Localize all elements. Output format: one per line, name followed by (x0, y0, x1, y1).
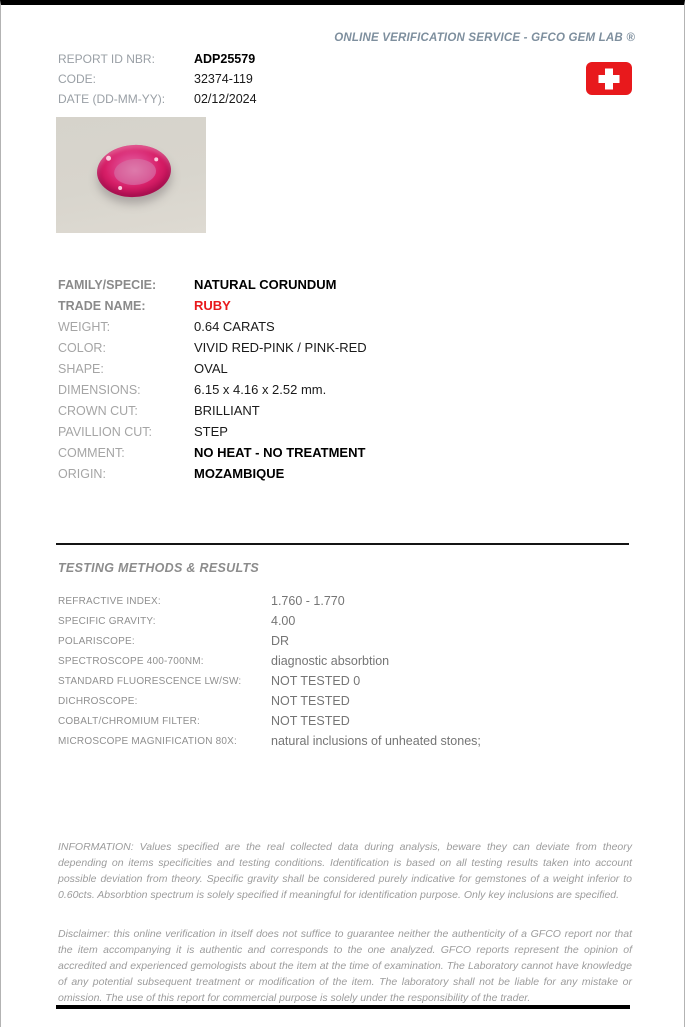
service-title: ONLINE VERIFICATION SERVICE - GFCO GEM LAB ® (334, 32, 635, 44)
table-row (58, 671, 633, 691)
origin-value: MOZAMBIQUE (194, 466, 285, 481)
bottom-rule (56, 1005, 630, 1009)
table-row (58, 337, 633, 358)
family-specie-label: FAMILY/SPECIE: (58, 277, 157, 292)
color-label: COLOR: (58, 340, 106, 355)
spectroscope-value: diagnostic absorbtion (271, 654, 390, 668)
family-specie-value: NATURAL CORUNDUM (194, 277, 337, 292)
gem-table-facet (113, 157, 157, 186)
dimensions-value: 6.15 x 4.16 x 2.52 mm. (194, 382, 327, 397)
fluorescence-value: NOT TESTED 0 (271, 674, 361, 688)
color-value: VIVID RED-PINK / PINK-RED (194, 340, 367, 355)
testing-results-table (58, 591, 633, 751)
gem-sparkle (118, 186, 122, 190)
dimensions-label: DIMENSIONS: (58, 382, 141, 397)
polariscope-value: DR (271, 634, 290, 648)
weight-value: 0.64 CARATS (194, 319, 275, 334)
flag-cross-horizontal (599, 75, 620, 83)
table-row (58, 711, 633, 731)
crown-cut-label: CROWN CUT: (58, 403, 138, 418)
date-value: 02/12/2024 (194, 92, 257, 106)
information-paragraph: INFORMATION: Values specified are the real collected data during analysis, beware they can deviate from theory depending on items specificities and testing conditions. Identification is based on all testing results taken into account possible deviation from theory. Specific gravity shall be considered purely indicative for gemstones of a weight inferior to 0.60cts. Absorbtion spectrum is solely specified if meaningful for identification purpose. Only key inclusions are specified. (58, 841, 632, 901)
code-value: 32374-119 (194, 72, 253, 86)
table-row (58, 651, 633, 671)
shape-label: SHAPE: (58, 361, 104, 376)
gem-attributes-table (58, 274, 633, 484)
table-row (58, 463, 633, 484)
microscope-value: natural inclusions of unheated stones; (271, 734, 481, 748)
pavillion-cut-label: PAVILLION CUT: (58, 424, 153, 439)
table-row (58, 442, 633, 463)
specific-gravity-value: 4.00 (271, 614, 296, 628)
table-row (58, 631, 633, 651)
pavillion-cut-value: STEP (194, 424, 228, 439)
section-divider (56, 543, 629, 545)
table-row (58, 379, 633, 400)
weight-label: WEIGHT: (58, 319, 111, 334)
table-row (58, 295, 633, 316)
polariscope-label: POLARISCOPE: (58, 635, 135, 647)
gem-sparkle (154, 157, 158, 161)
report-id-value: ADP25579 (194, 52, 256, 66)
shape-value: OVAL (194, 361, 228, 376)
microscope-label: MICROSCOPE MAGNIFICATION 80X: (58, 735, 237, 747)
table-row (58, 400, 633, 421)
swiss-flag-icon (586, 62, 632, 95)
ruby-gem-image (95, 142, 172, 199)
trade-name-value: RUBY (194, 298, 231, 313)
table-row (58, 731, 633, 751)
comment-label: COMMENT: (58, 445, 125, 460)
trade-name-label: TRADE NAME: (58, 298, 146, 313)
table-row (58, 358, 633, 379)
disclaimer-paragraph: Disclaimer: this online verification in itself does not suffice to guarantee neither the authenticity of a GFCO report nor that the item accompanying it is authentic and corresponds to the one analyzed. GFCO reports represent the opinion of accredited and experienced gemologists about the item at the time of examination. The Laboratory cannot have knowledge of any potential subsequent treatment or modification of the item. The laboratory shall not be liable for any mistake or omission. The use of this report for commercial purpose is solely under the responsibility of the trader. (58, 928, 632, 1004)
dichroscope-value: NOT TESTED (271, 694, 350, 708)
fluorescence-label: STANDARD FLUORESCENCE LW/SW: (58, 675, 242, 687)
crown-cut-value: BRILLIANT (194, 403, 260, 418)
spectroscope-label: SPECTROSCOPE 400-700NM: (58, 655, 204, 667)
refractive-index-label: REFRACTIVE INDEX: (58, 595, 161, 607)
date-row (58, 89, 257, 109)
report-id-label: REPORT ID NBR: (58, 52, 155, 66)
refractive-index-value: 1.760 - 1.770 (271, 594, 345, 608)
gem-sparkle (106, 156, 111, 161)
table-row (58, 591, 633, 611)
cobalt-chromium-filter-value: NOT TESTED (271, 714, 350, 728)
gem-photo (56, 117, 206, 233)
table-row (58, 691, 633, 711)
specific-gravity-label: SPECIFIC GRAVITY: (58, 615, 156, 627)
table-row (58, 421, 633, 442)
dichroscope-label: DICHROSCOPE: (58, 695, 138, 707)
table-row (58, 274, 633, 295)
report-id-row (58, 49, 257, 69)
origin-label: ORIGIN: (58, 466, 106, 481)
comment-value: NO HEAT - NO TREATMENT (194, 445, 366, 460)
table-row (58, 316, 633, 337)
table-row (58, 611, 633, 631)
date-label: DATE (DD-MM-YY): (58, 92, 166, 106)
testing-section-title: TESTING METHODS & RESULTS (58, 561, 260, 575)
report-header-fields (58, 49, 257, 109)
code-row (58, 69, 257, 89)
cobalt-chromium-filter-label: COBALT/CHROMIUM FILTER: (58, 715, 201, 727)
code-label: CODE: (58, 72, 97, 86)
